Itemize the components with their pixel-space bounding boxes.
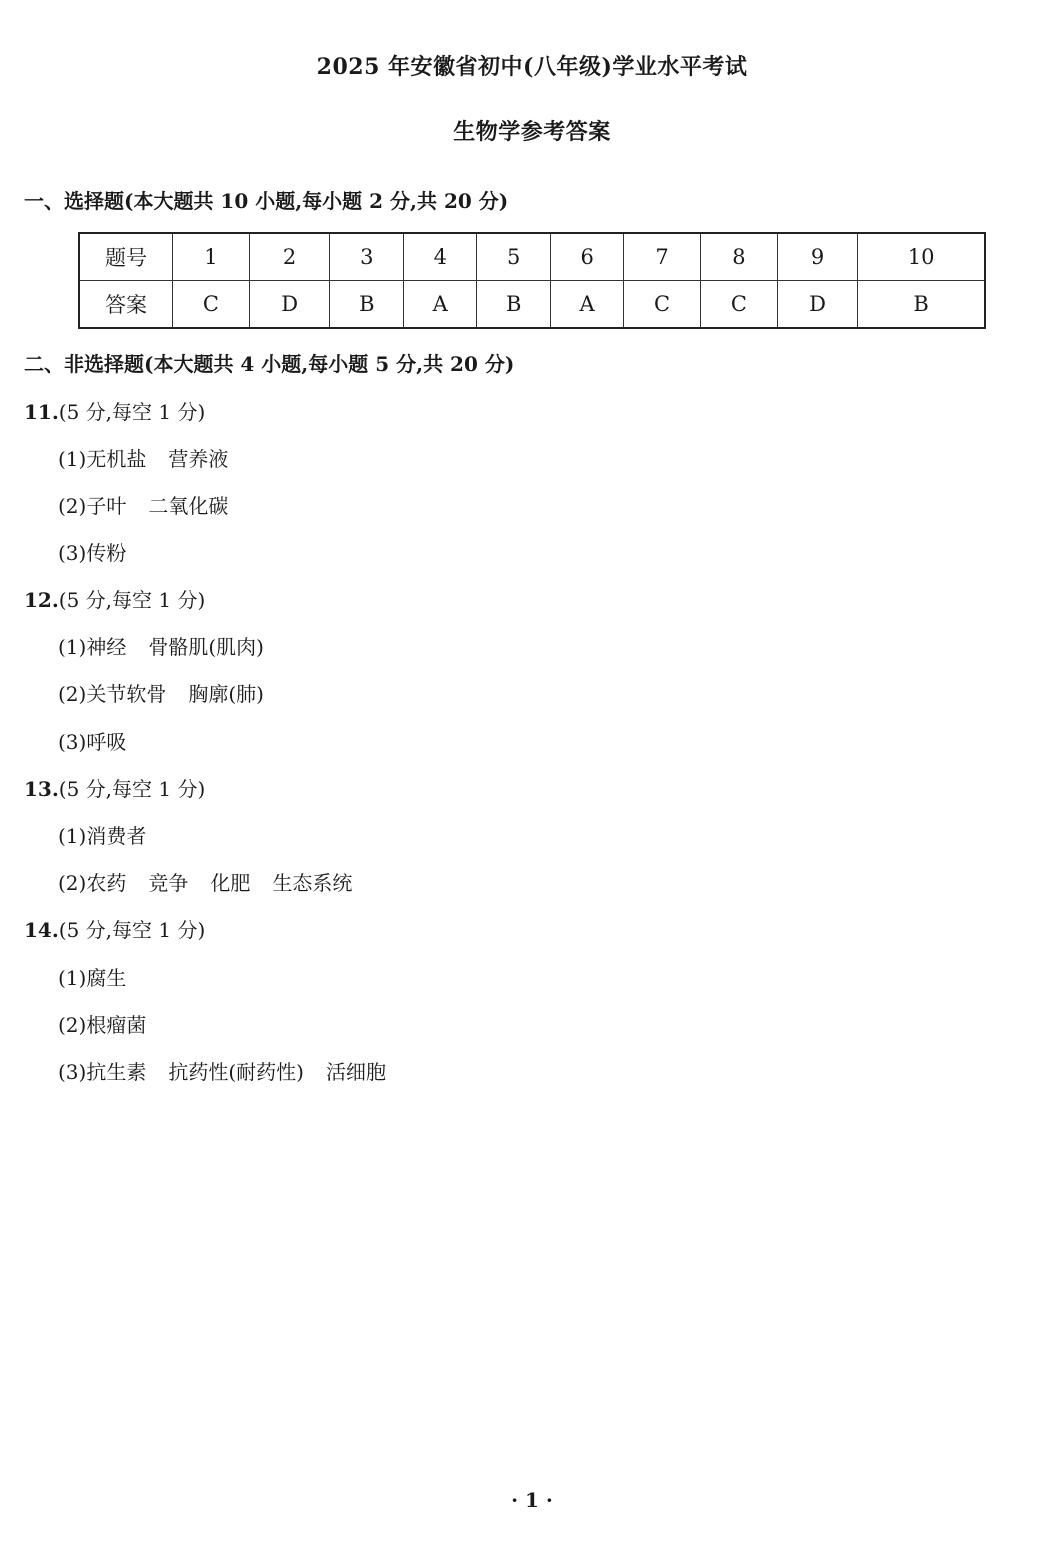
answer-text: 消费者 [86, 824, 147, 848]
part-label: (1) [58, 447, 87, 471]
question-number-cell: 1 [173, 233, 250, 281]
question-number-cell: 2 [249, 233, 329, 281]
question-number: 11. [24, 400, 59, 424]
answer-line [58, 1009, 146, 1038]
table-row-label: 答案 [79, 281, 173, 329]
question-number: 13. [24, 777, 59, 801]
section-heading-non-choice: 二、非选择题(本大题共 4 小题,每小题 5 分,共 20 分) [24, 352, 515, 376]
answer-line [58, 678, 264, 707]
answer-cell: B [477, 281, 551, 329]
answer-cell: C [624, 281, 701, 329]
answer-text: 抗生素 [86, 1060, 147, 1084]
answer-text: 无机盐 [86, 447, 147, 471]
answer-text: 生态系统 [272, 871, 353, 895]
answer-line [58, 490, 228, 519]
answer-cell: D [777, 281, 857, 329]
answer-text: 传粉 [86, 541, 127, 565]
answer-cell: C [173, 281, 250, 329]
answer-text: 神经 [86, 635, 127, 659]
answer-text: 活细胞 [325, 1060, 386, 1084]
answer-line [58, 537, 126, 566]
question-number-cell: 9 [777, 233, 857, 281]
answer-table [78, 232, 986, 329]
part-label: (2) [58, 494, 87, 518]
question-number: 14. [24, 918, 59, 942]
answer-text: 子叶 [86, 494, 127, 518]
answer-text: 农药 [86, 871, 127, 895]
part-label: (2) [58, 1013, 87, 1037]
question-points: (5 分,每空 1 分) [58, 777, 206, 801]
question-number-cell: 5 [477, 233, 551, 281]
answer-cell: B [858, 281, 985, 329]
answer-line [58, 1056, 386, 1085]
answer-line [58, 820, 146, 849]
question-header [24, 914, 205, 943]
table-row-label: 题号 [79, 233, 173, 281]
answer-text: 营养液 [168, 447, 229, 471]
answer-cell: A [404, 281, 477, 329]
answer-text: 抗药性(耐药性) [168, 1060, 304, 1084]
document-title: 2025 年安徽省初中(八年级)学业水平考试 [316, 54, 748, 80]
answer-text: 二氧化碳 [148, 494, 229, 518]
answer-cell: C [700, 281, 777, 329]
question-number: 12. [24, 588, 59, 612]
question-header [24, 773, 205, 802]
answer-text: 胸廓(肺) [188, 682, 264, 706]
question-number-cell: 8 [700, 233, 777, 281]
answer-text: 骨骼肌(肌肉) [148, 635, 264, 659]
answer-text: 关节软骨 [86, 682, 167, 706]
answer-cell: D [249, 281, 329, 329]
answer-line [58, 867, 352, 896]
question-number-cell: 10 [858, 233, 985, 281]
answer-text: 化肥 [210, 871, 251, 895]
question-points: (5 分,每空 1 分) [58, 918, 206, 942]
table-row-answers [79, 281, 985, 329]
section-heading-choice: 一、选择题(本大题共 10 小题,每小题 2 分,共 20 分) [24, 189, 509, 213]
question-header [24, 584, 205, 613]
page-number: · 1 · [511, 1488, 553, 1512]
part-label: (3) [58, 1060, 87, 1084]
question-number-cell: 4 [404, 233, 477, 281]
question-number-cell: 7 [624, 233, 701, 281]
answer-text: 腐生 [86, 966, 127, 990]
answer-text: 竞争 [148, 871, 189, 895]
document-subtitle: 生物学参考答案 [453, 119, 611, 145]
question-number-cell: 6 [551, 233, 624, 281]
part-label: (1) [58, 966, 87, 990]
answer-cell: A [551, 281, 624, 329]
question-points: (5 分,每空 1 分) [58, 400, 206, 424]
part-label: (3) [58, 541, 87, 565]
question-header [24, 396, 205, 425]
part-label: (1) [58, 824, 87, 848]
table-row-numbers [79, 233, 985, 281]
answer-cell: B [330, 281, 404, 329]
question-number-cell: 3 [330, 233, 404, 281]
answer-line [58, 443, 228, 472]
answer-line [58, 726, 126, 755]
question-points: (5 分,每空 1 分) [58, 588, 206, 612]
part-label: (1) [58, 635, 87, 659]
answer-line [58, 962, 126, 991]
answer-text: 呼吸 [86, 730, 127, 754]
answer-line [58, 631, 264, 660]
part-label: (2) [58, 682, 87, 706]
answer-text: 根瘤菌 [86, 1013, 147, 1037]
part-label: (3) [58, 730, 87, 754]
part-label: (2) [58, 871, 87, 895]
